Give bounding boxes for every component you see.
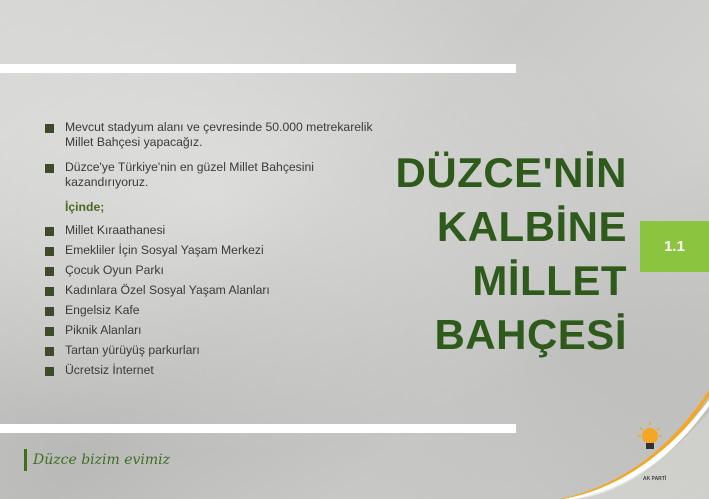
list-item [45, 363, 375, 378]
square-bullet-icon [45, 227, 54, 236]
title-line: MİLLET [472, 257, 627, 304]
intro-text: Düzce'ye Türkiye'nin en güzel Millet Bahçesini kazandırıyoruz. [65, 160, 314, 189]
logo-arc-graphic [560, 390, 709, 499]
square-bullet-icon [45, 347, 54, 356]
intro-text: Mevcut stadyum alanı ve çevresinde 50.000 metrekarelik Millet Bahçesi yapacağız. [65, 120, 373, 149]
content-list [45, 120, 375, 383]
square-bullet-icon [45, 367, 54, 376]
section-label: İçinde; [65, 200, 105, 214]
list-item-text: Çocuk Oyun Parkı [65, 263, 164, 277]
square-bullet-icon [45, 247, 54, 256]
list-item-text: Piknik Alanları [65, 323, 142, 337]
list-item-text: Kadınlara Özel Sosyal Yaşam Alanları [65, 283, 270, 297]
list-item-text: Emekliler İçin Sosyal Yaşam Merkezi [65, 243, 264, 257]
list-item-text: Ücretsiz İnternet [65, 363, 154, 377]
top-white-stripe [0, 64, 516, 73]
slogan-mark [24, 449, 27, 471]
intro-item [45, 160, 375, 190]
list-item-text: Engelsiz Kafe [65, 303, 140, 317]
list-item [45, 343, 375, 358]
bottom-white-stripe [0, 424, 516, 433]
list-item [45, 223, 375, 238]
page-title [396, 146, 627, 362]
title-line: KALBİNE [436, 203, 627, 250]
title-line: BAHÇESİ [434, 311, 627, 358]
slogan: Düzce bizim evimiz [33, 452, 171, 468]
list-item [45, 243, 375, 258]
list-item [45, 283, 375, 298]
section-number-badge: 1.1 [640, 221, 709, 272]
square-bullet-icon [45, 164, 54, 173]
list-item [45, 303, 375, 318]
square-bullet-icon [45, 287, 54, 296]
list-item-text: Tartan yürüyüş parkurları [65, 343, 200, 357]
logo-text: AK PARTİ [643, 476, 667, 482]
list-item [45, 323, 375, 338]
square-bullet-icon [45, 267, 54, 276]
party-logo [560, 390, 709, 499]
square-bullet-icon [45, 327, 54, 336]
square-bullet-icon [45, 307, 54, 316]
list-item [45, 263, 375, 278]
list-item-text: Millet Kıraathanesi [65, 223, 166, 237]
lightbulb-icon [638, 422, 662, 449]
title-line: DÜZCE'NİN [395, 149, 627, 196]
square-bullet-icon [45, 124, 54, 133]
intro-item [45, 120, 375, 150]
